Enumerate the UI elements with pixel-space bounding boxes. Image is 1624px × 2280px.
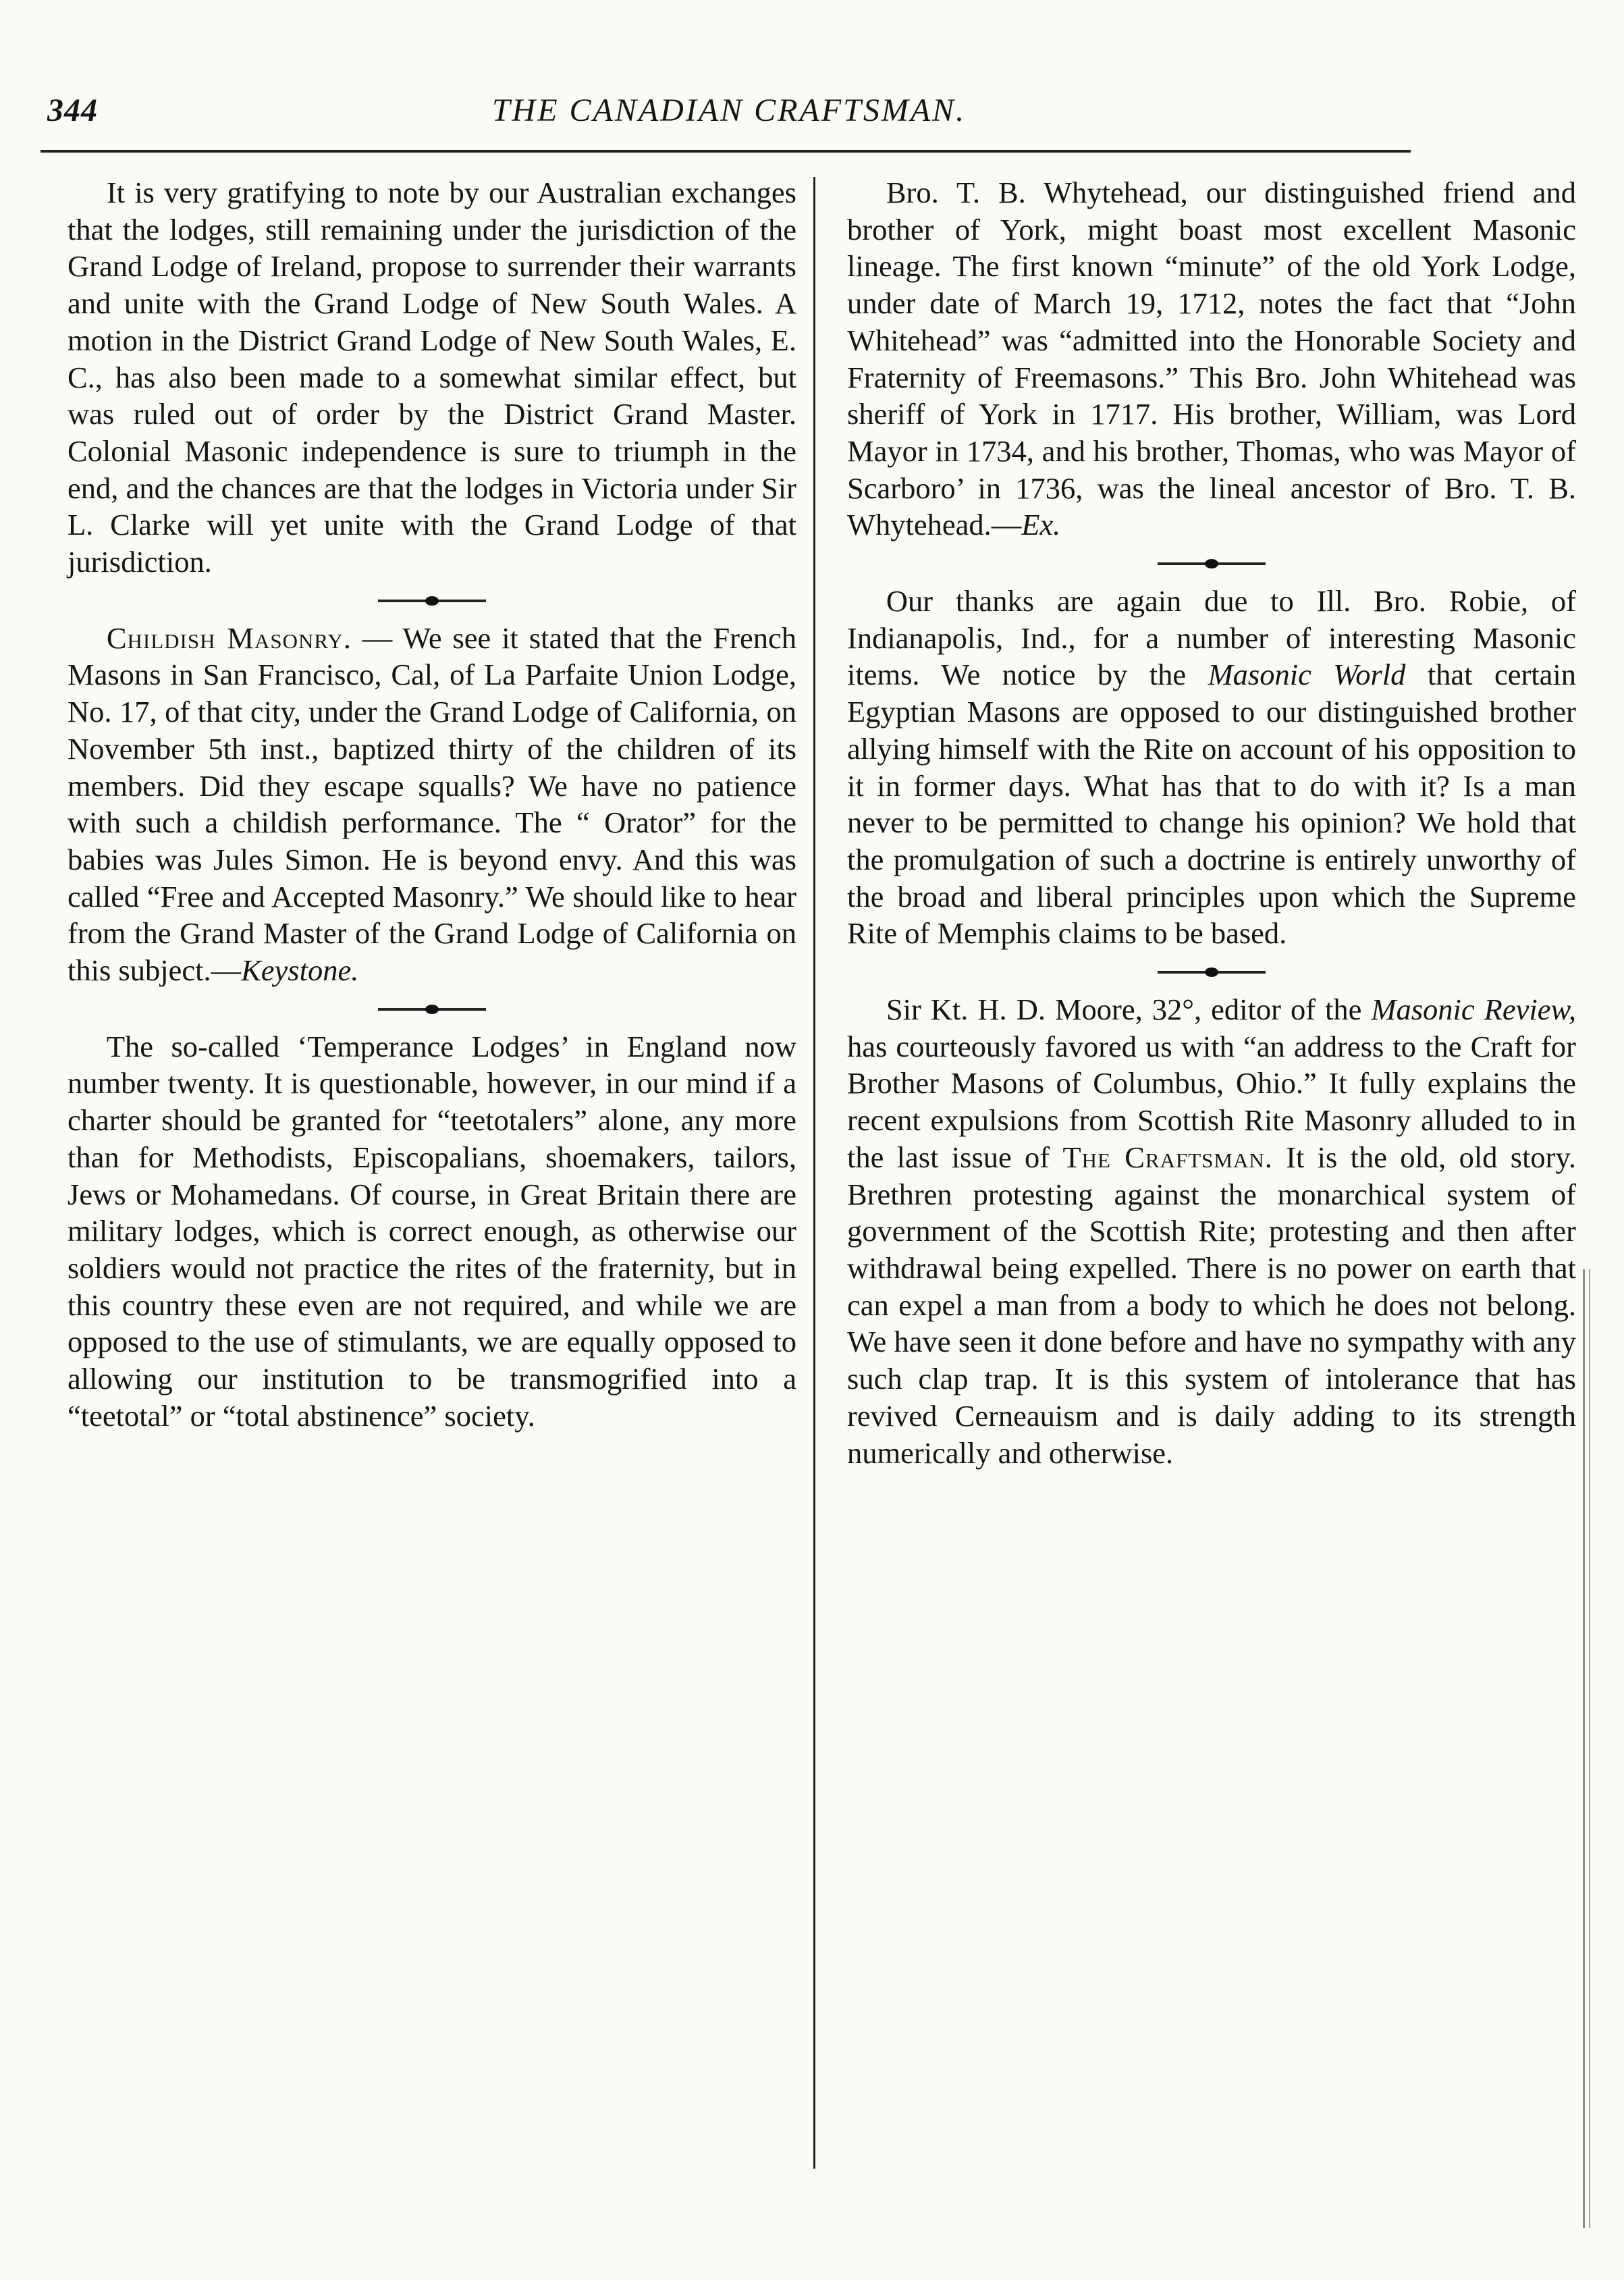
- right-column: [847, 174, 1576, 1471]
- article-source: Keystone.: [241, 953, 359, 988]
- article-body: Sir Kt. H. D. Moore, 32°, editor of the: [886, 992, 1372, 1027]
- section-divider: [67, 989, 796, 1028]
- section-divider: [847, 544, 1576, 583]
- publication-title: Masonic World: [1208, 658, 1406, 692]
- article-moore: [847, 991, 1576, 1471]
- article-body: — We see it stated that the French Masons in San Francisco, Cal, of La Parfaite Union Lodge, No. 17, of that city, under the Grand Lodge of California, on November 5th inst., baptized thirty of the children of its members. Did they escape squalls? We have no patience with such a childish performance. The “ Orator” for the babies was Jules Simon. He is beyond envy. And this was called “Free and Accepted Masonry.” We should like to hear from the Grand Master of the Grand Lodge of California on this subject.—: [67, 620, 796, 988]
- running-title: THE CANADIAN CRAFTSMAN.: [491, 92, 967, 128]
- header-rule: [40, 150, 1411, 153]
- section-divider: [847, 952, 1576, 991]
- article-body: It is the old, old story. Brethren protesting against the monarchical system of government of the Scottish Rite; protesting and then after withdrawal being expelled. There is no power on earth that can expel a man from a body to which he does not belong. We have seen it done before and have no sympathy with any such clap trap. It is this system of intolerance that has revived Cerneauism and is daily adding to its strength numerically and otherwise.: [847, 1140, 1576, 1470]
- article-body: has courteously favored us with “an address to the Craft for Brother Masons of Columbus, Ohio.” It fully explains the recent expulsions from Scottish Rite Masonry alluded to in the last issue of: [847, 1029, 1576, 1174]
- margin-binding-mark: [1583, 1269, 1590, 2228]
- publication-name: The Craftsman.: [1062, 1140, 1273, 1174]
- article-robie: [847, 583, 1576, 952]
- article-whytehead: [847, 174, 1576, 544]
- publication-title: Masonic Review,: [1371, 992, 1576, 1027]
- left-column: [67, 174, 796, 1435]
- section-divider: [67, 581, 796, 620]
- page-header: [47, 92, 1411, 146]
- article-temperance-lodges: The so-called ‘Temperance Lodges’ in England now number twenty. It is questionable, however, in our mind if a charter should be granted for “teetotalers” alone, any more than for Methodists, Episcopalians, shoemakers, tailors, Jews or Mohamedans. Of course, in Great Britain there are military lodges, which is correct enough, as otherwise our soldiers would not practice the rites of the fraternity, but in this country these even are not required, and while we are opposed to the use of stimulants, we are equally opposed to allowing our institution to be transmogrified into a “teetotal” or “total abstinence” society.: [67, 1029, 796, 1433]
- article-source: Ex.: [1021, 508, 1061, 542]
- article-australian-lodges: It is very gratifying to note by our Australian exchanges that the lodges, still remaining under the jurisdiction of the Grand Lodge of Ireland, propose to surrender their warrants and unite with the Grand Lodge of New South Wales. A motion in the District Grand Lodge of New South Wales, E. C., has also been made to a somewhat similar effect, but was ruled out of order by the District Grand Master. Colonial Masonic independence is sure to triumph in the end, and the chances are that the lodges in Victoria under Sir L. Clarke will yet unite with the Grand Lodge of that jurisdiction.: [67, 176, 796, 579]
- article-childish-masonry: [67, 620, 796, 989]
- article-heading: Childish Masonry.: [106, 620, 352, 655]
- column-rule: [813, 177, 815, 2169]
- article-body: that certain Egyptian Masons are opposed to our distinguished brother allying himself with the Rite on account of his opposition to it in former days. What has that to do with it? Is a man never to be permitted to change his opinion? We hold that the promulgation of such a doctrine is entirely unworthy of the broad and liberal principles upon which the Supreme Rite of Memphis claims to be based.: [847, 658, 1577, 951]
- page-number: 344: [47, 92, 98, 128]
- article-body: Our thanks are again due to Ill. Bro. Robie, of Indianapolis, Ind., for a number of interesting Masonic items. We notice by the: [847, 584, 1576, 692]
- article-body: Bro. T. B. Whytehead, our distinguished friend and brother of York, might boast most excellent Masonic lineage. The first known “minute” of the old York Lodge, under date of March 19, 1712, notes the fact that “John Whitehead” was “admitted into the Honorable Society and Fraternity of Freemasons.” This Bro. John Whitehead was sheriff of York in 1717. His brother, William, was Lord Mayor in 1734, and his brother, Thomas, who was Mayor of Scarboro’ in 1736, was the lineal ancestor of Bro. T. B. Whytehead.—: [847, 176, 1576, 542]
